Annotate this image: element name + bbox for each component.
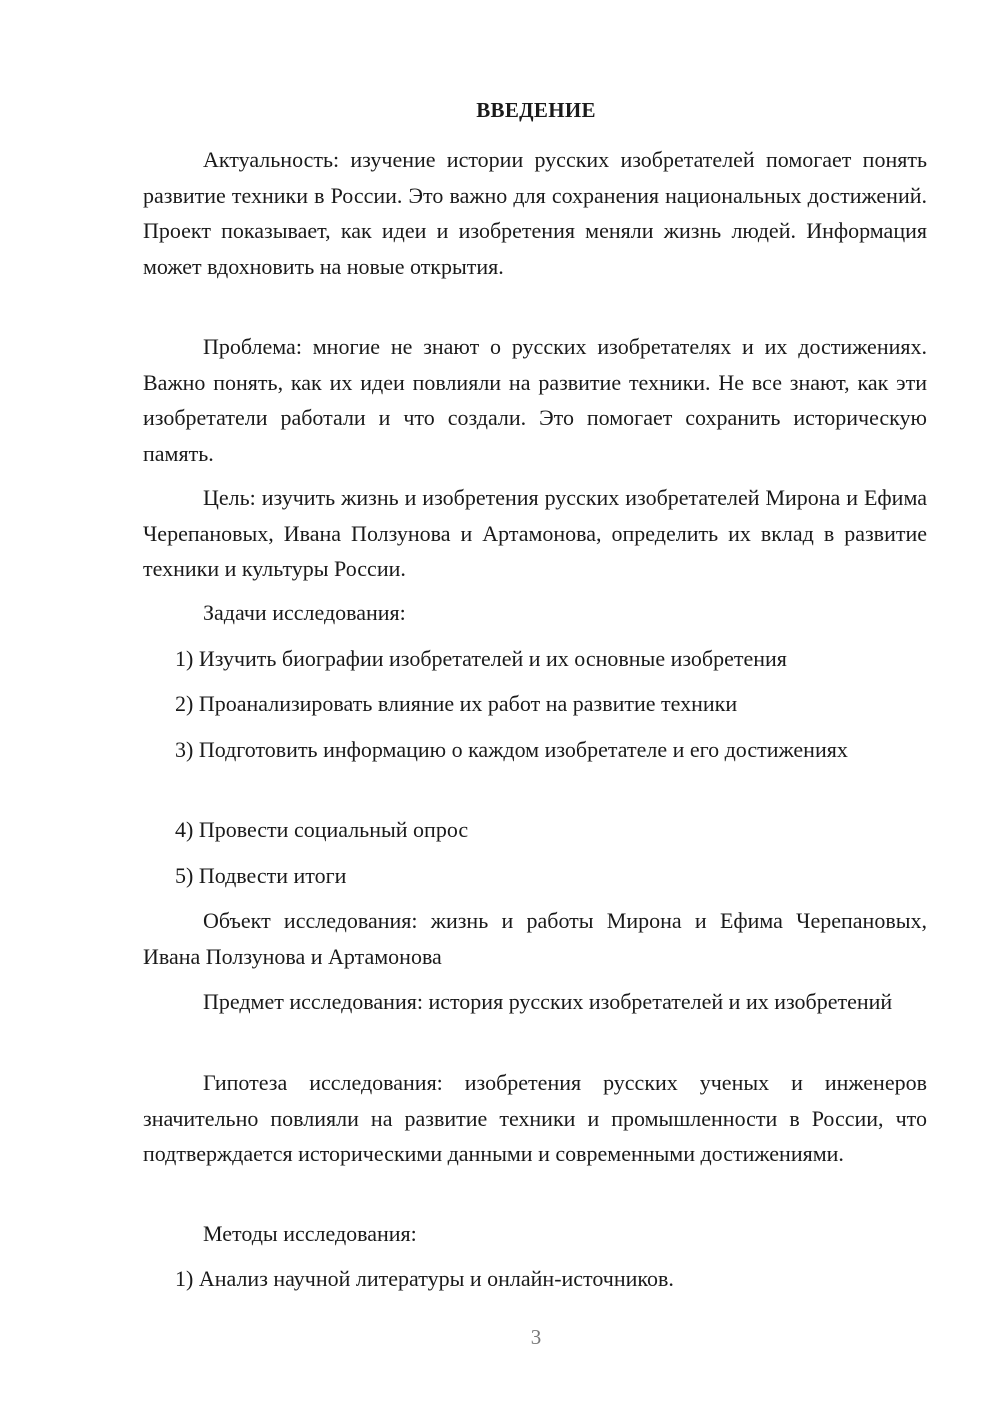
relevance-paragraph: Актуальность: изучение истории русских изобретателей помогает понять развитие техники в России. Это важно для сохранения национальных достижений. Проект показывает, как идеи и изобретения меняли жизнь людей. Информация может вдохновить на новые открытия. (143, 147, 927, 279)
page-number: 3 (530, 1325, 542, 1349)
methods-heading: Методы исследования: (203, 1221, 417, 1246)
method-item-1: 1) Анализ научной литературы и онлайн-источников. (175, 1266, 674, 1291)
object-paragraph: Объект исследования: жизнь и работы Мирона и Ефима Черепановых, Ивана Ползунова и Артамонова (143, 908, 927, 969)
task-item-2: 2) Проанализировать влияние их работ на развитие техники (175, 691, 738, 716)
hypothesis-paragraph: Гипотеза исследования: изобретения русских ученых и инженеров значительно повлияли на развитие техники и промышленности в России, что подтверждается историческими данными и современными достижениями. (143, 1070, 927, 1166)
task-item-4: 4) Провести социальный опрос (175, 817, 469, 842)
page-title: ВВЕДЕНИЕ (476, 98, 596, 122)
task-item-5: 5) Подвести итоги (175, 863, 347, 888)
task-item-3: 3) Подготовить информацию о каждом изобретателе и его достижениях (175, 737, 848, 762)
task-item-1: 1) Изучить биографии изобретателей и их основные изобретения (175, 646, 787, 671)
goal-paragraph: Цель: изучить жизнь и изобретения русских изобретателей Мирона и Ефима Черепановых, Ивана Ползунова и Артамонова, определить их вклад в развитие техники и культуры России. (143, 485, 927, 581)
problem-paragraph: Проблема: многие не знают о русских изобретателях и их достижениях. Важно понять, как их идеи повлияли на развитие техники. Не все знают, как эти изобретатели работали и что создали. Это помогает сохранить историческую память. (143, 334, 927, 466)
subject-paragraph: Предмет исследования: история русских изобретателей и их изобретений (203, 989, 893, 1014)
tasks-heading: Задачи исследования: (203, 600, 406, 625)
